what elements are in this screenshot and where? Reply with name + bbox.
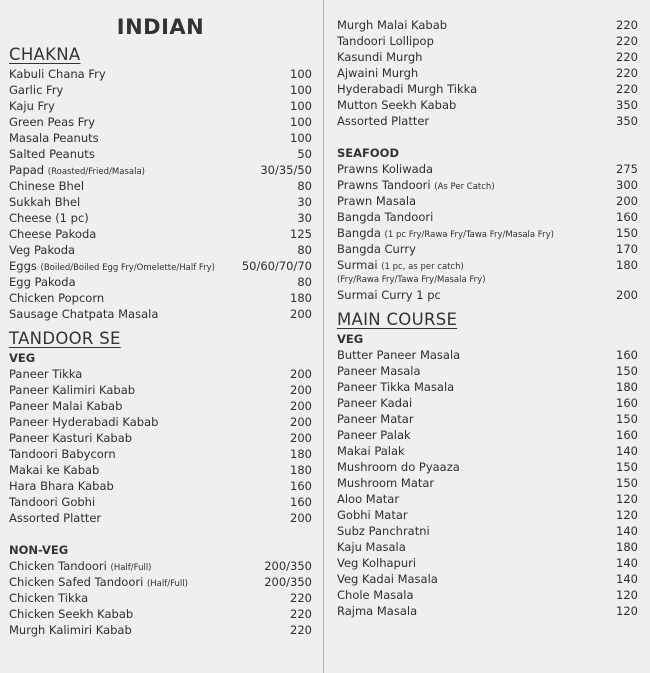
subheading: NON-VEG — [9, 543, 69, 557]
item-name-text: Prawn Masala — [337, 194, 417, 208]
item-name — [337, 209, 433, 225]
item-name — [9, 574, 188, 590]
item-name — [337, 555, 416, 571]
item-price: 220 — [616, 66, 638, 80]
item-name-text: Paneer Palak — [337, 428, 411, 442]
item-name — [337, 603, 417, 619]
section-heading: CHAKNA — [9, 45, 81, 64]
menu-item — [337, 523, 638, 539]
menu-item — [9, 242, 312, 258]
menu-item — [9, 178, 312, 194]
item-name — [9, 494, 95, 510]
menu-item — [9, 82, 312, 98]
item-name — [337, 571, 438, 587]
item-name-text: Bangda Tandoori — [337, 210, 434, 224]
item-price: 160 — [616, 396, 638, 410]
item-price: 220 — [290, 591, 312, 605]
item-name — [337, 523, 430, 539]
item-name — [337, 475, 434, 491]
item-name-text: Butter Paneer Masala — [337, 348, 461, 362]
item-name — [337, 225, 554, 241]
menu-item — [9, 226, 312, 242]
item-name — [9, 162, 145, 178]
item-name-text: Papad — [9, 163, 45, 177]
menu-item — [337, 161, 638, 177]
right-column — [337, 0, 638, 619]
item-price: 50/60/70/70 — [241, 259, 312, 273]
item-price: 80 — [297, 179, 312, 193]
item-name-text: Assorted Platter — [9, 511, 102, 525]
item-name — [337, 539, 406, 555]
menu-item — [9, 606, 312, 622]
item-price: 125 — [290, 227, 312, 241]
item-price: 160 — [290, 479, 312, 493]
item-name-text: Ajwaini Murgh — [337, 66, 419, 80]
item-price: 30 — [297, 211, 312, 225]
item-name — [337, 81, 477, 97]
item-name-text: Cheese (1 pc) — [9, 211, 89, 225]
item-price: 200 — [290, 511, 312, 525]
item-price: 200 — [290, 383, 312, 397]
item-price: 100 — [290, 99, 312, 113]
item-name — [9, 382, 135, 398]
item-note: (Half/Full) — [110, 563, 152, 573]
item-name-text: Chicken Tandoori — [9, 559, 107, 573]
item-price: 200 — [616, 194, 638, 208]
item-name-text: Veg Pakoda — [9, 243, 76, 257]
item-price: 180 — [290, 291, 312, 305]
menu-item — [9, 510, 312, 526]
item-name — [337, 49, 422, 65]
menu-item — [337, 379, 638, 395]
item-price: 160 — [290, 495, 312, 509]
item-name — [337, 193, 416, 209]
menu-item — [337, 555, 638, 571]
item-price: 150 — [616, 226, 638, 240]
item-name — [9, 290, 104, 306]
item-name — [337, 177, 495, 193]
item-name-text: Garlic Fry — [9, 83, 64, 97]
item-name — [9, 226, 96, 242]
item-name-text: Paneer Matar — [337, 412, 414, 426]
item-name-text: Chinese Bhel — [9, 179, 85, 193]
item-note: (1 pc Fry/Rawa Fry/Tawa Fry/Masala Fry) — [384, 230, 554, 240]
item-name-text: Murgh Malai Kabab — [337, 18, 448, 32]
item-name-text: Prawns Tandoori — [337, 178, 431, 192]
menu-item — [337, 571, 638, 587]
item-name — [9, 414, 158, 430]
item-price: 220 — [290, 623, 312, 637]
item-name-text: Tandoori Gobhi — [9, 495, 96, 509]
item-name — [9, 274, 76, 290]
menu-item — [337, 363, 638, 379]
item-name-text: Paneer Tikka — [9, 367, 83, 381]
item-name-text: Sausage Chatpata Masala — [9, 307, 159, 321]
item-price: 140 — [616, 556, 638, 570]
menu-item — [9, 382, 312, 398]
menu-item — [9, 290, 312, 306]
item-name-text: Bangda Curry — [337, 242, 416, 256]
menu-item — [9, 574, 312, 590]
menu-item — [9, 66, 312, 82]
item-name-text: Kasundi Murgh — [337, 50, 423, 64]
item-name-text: Chicken Tikka — [9, 591, 89, 605]
item-price: 200 — [616, 288, 638, 302]
item-name-text: Salted Peanuts — [9, 147, 95, 161]
item-price: 100 — [290, 131, 312, 145]
item-name — [9, 398, 122, 414]
item-price: 160 — [616, 210, 638, 224]
item-name — [337, 161, 433, 177]
item-price: 350 — [616, 98, 638, 112]
item-name — [9, 194, 80, 210]
menu-item — [337, 113, 638, 129]
item-price: 220 — [290, 607, 312, 621]
item-price: 220 — [616, 50, 638, 64]
item-price: 160 — [616, 428, 638, 442]
menu-item — [337, 65, 638, 81]
item-price: 100 — [290, 115, 312, 129]
menu-title: INDIAN — [116, 15, 205, 39]
column-divider — [323, 0, 324, 673]
item-price: 30/35/50 — [260, 163, 312, 177]
menu-item — [9, 446, 312, 462]
item-name-text: Kaju Masala — [337, 540, 406, 554]
menu-item — [9, 114, 312, 130]
item-name — [337, 395, 412, 411]
menu-item — [337, 443, 638, 459]
menu-item — [337, 603, 638, 619]
item-name-text: Bangda — [337, 226, 381, 240]
item-name — [337, 507, 408, 523]
item-price: 50 — [297, 147, 312, 161]
item-price: 140 — [616, 444, 638, 458]
item-name-text: Kabuli Chana Fry — [9, 67, 106, 81]
item-name — [9, 510, 101, 526]
item-price: 120 — [616, 492, 638, 506]
item-name-text: Egg Pakoda — [9, 275, 76, 289]
menu-item — [337, 33, 638, 49]
menu-item — [337, 97, 638, 113]
item-price: 180 — [616, 380, 638, 394]
item-name — [337, 113, 429, 129]
item-price: 220 — [616, 18, 638, 32]
item-name — [337, 257, 464, 273]
item-price: 200 — [290, 431, 312, 445]
item-name-text: Paneer Malai Kabab — [9, 399, 123, 413]
subheading: VEG — [9, 351, 36, 365]
item-name — [337, 17, 447, 33]
item-name-text: Green Peas Fry — [9, 115, 96, 129]
item-price: 30 — [297, 195, 312, 209]
item-name — [9, 242, 75, 258]
item-price: 140 — [616, 572, 638, 586]
item-price: 220 — [616, 34, 638, 48]
item-name — [337, 459, 460, 475]
item-name — [9, 558, 152, 574]
item-name-text: Chole Masala — [337, 588, 414, 602]
item-name-text: Hara Bhara Kabab — [9, 479, 114, 493]
item-name — [9, 306, 158, 322]
item-name — [337, 379, 454, 395]
menu-item — [9, 494, 312, 510]
item-price: 150 — [616, 364, 638, 378]
item-name — [337, 491, 399, 507]
menu-item — [9, 258, 312, 274]
menu-item — [9, 130, 312, 146]
item-note: (Half/Full) — [146, 579, 188, 589]
item-name-text: Mutton Seekh Kabab — [337, 98, 457, 112]
left-column — [9, 0, 312, 638]
item-price: 120 — [616, 604, 638, 618]
item-note: (As Per Catch) — [434, 182, 495, 192]
item-name — [9, 446, 116, 462]
item-name — [9, 590, 88, 606]
menu-item — [337, 459, 638, 475]
item-name — [337, 587, 414, 603]
item-name-text: Paneer Kasturi Kabab — [9, 431, 133, 445]
item-price: 140 — [616, 524, 638, 538]
menu-item — [337, 257, 638, 273]
item-price: 350 — [616, 114, 638, 128]
item-price: 200 — [290, 415, 312, 429]
item-price: 160 — [616, 348, 638, 362]
item-name — [9, 258, 215, 274]
menu-item — [9, 622, 312, 638]
item-name-text: Tandoori Lollipop — [337, 34, 434, 48]
item-note: (Boiled/Boiled Egg Fry/Omelette/Half Fry) — [40, 263, 215, 273]
subheading: SEAFOOD — [337, 146, 399, 160]
menu-item — [337, 193, 638, 209]
menu-item — [9, 274, 312, 290]
item-name — [337, 411, 414, 427]
subheading: VEG — [337, 332, 364, 346]
item-name-text: Murgh Kalimiri Kabab — [9, 623, 132, 637]
item-name-text: Cheese Pakoda — [9, 227, 97, 241]
item-price: 120 — [616, 588, 638, 602]
menu-item — [337, 241, 638, 257]
menu-item — [337, 287, 638, 303]
item-price: 220 — [616, 82, 638, 96]
item-name — [9, 82, 63, 98]
item-price: 80 — [297, 275, 312, 289]
item-name-text: Sukkah Bhel — [9, 195, 81, 209]
item-name — [337, 287, 441, 303]
item-name-text: Masala Peanuts — [9, 131, 99, 145]
item-name-text: Makai ke Kabab — [9, 463, 100, 477]
item-name — [9, 210, 89, 226]
item-name — [9, 462, 99, 478]
section-heading: TANDOOR SE — [9, 329, 121, 348]
menu-item — [337, 49, 638, 65]
item-name-text: Paneer Masala — [337, 364, 421, 378]
menu-item — [337, 177, 638, 193]
section-heading: MAIN COURSE — [337, 310, 458, 329]
item-name-text: Chicken Safed Tandoori — [9, 575, 144, 589]
menu-item — [337, 539, 638, 555]
item-price: 180 — [290, 463, 312, 477]
item-name-text: Paneer Kadai — [337, 396, 413, 410]
item-name-text: Eggs — [9, 259, 37, 273]
item-note: (1 pc, as per catch) — [381, 262, 464, 272]
item-name-text: Prawns Koliwada — [337, 162, 434, 176]
item-price: 100 — [290, 83, 312, 97]
item-name — [9, 98, 55, 114]
item-name-text: Chicken Seekh Kabab — [9, 607, 134, 621]
menu-item — [337, 395, 638, 411]
item-name — [337, 363, 421, 379]
item-name — [337, 241, 416, 257]
item-name — [9, 430, 132, 446]
menu-item — [337, 587, 638, 603]
menu-item — [337, 209, 638, 225]
menu-item — [9, 414, 312, 430]
item-name — [9, 606, 133, 622]
menu-item — [337, 475, 638, 491]
item-price: 200 — [290, 367, 312, 381]
menu-item — [9, 98, 312, 114]
item-price: 200 — [290, 307, 312, 321]
menu-item — [337, 507, 638, 523]
menu-item — [337, 225, 638, 241]
item-name-text: Paneer Kalimiri Kabab — [9, 383, 136, 397]
item-price: 180 — [616, 258, 638, 272]
item-name — [9, 130, 99, 146]
item-price: 150 — [616, 412, 638, 426]
item-name — [9, 114, 95, 130]
item-name-text: Subz Panchratni — [337, 524, 430, 538]
menu-item — [9, 162, 312, 178]
item-subnote: (Fry/Rawa Fry/Tawa Fry/Masala Fry) — [337, 275, 486, 285]
item-name-text: Chicken Popcorn — [9, 291, 105, 305]
item-price: 150 — [616, 460, 638, 474]
item-name-text: Rajma Masala — [337, 604, 418, 618]
menu-item — [9, 194, 312, 210]
item-price: 80 — [297, 243, 312, 257]
menu-item — [9, 306, 312, 322]
menu-item — [9, 398, 312, 414]
item-name-text: Paneer Hyderabadi Kabab — [9, 415, 159, 429]
menu-item — [337, 17, 638, 33]
item-price: 180 — [290, 447, 312, 461]
menu-item — [337, 427, 638, 443]
menu-item — [337, 491, 638, 507]
item-name-text: Gobhi Matar — [337, 508, 408, 522]
menu-item — [9, 210, 312, 226]
item-name — [337, 97, 456, 113]
item-name — [9, 622, 132, 638]
item-name — [9, 366, 82, 382]
menu-item — [9, 478, 312, 494]
menu-item — [9, 146, 312, 162]
menu-item — [9, 558, 312, 574]
item-name — [9, 178, 84, 194]
item-name-text: Hyderabadi Murgh Tikka — [337, 82, 478, 96]
item-price: 150 — [616, 476, 638, 490]
item-name — [9, 66, 106, 82]
item-name — [337, 347, 460, 363]
item-price: 200 — [290, 399, 312, 413]
item-name — [337, 33, 434, 49]
item-price: 200/350 — [264, 575, 312, 589]
item-name-text: Aloo Matar — [337, 492, 400, 506]
item-price: 120 — [616, 508, 638, 522]
item-name — [9, 146, 95, 162]
item-name-text: Surmai Curry 1 pc — [337, 288, 441, 302]
item-name — [9, 478, 114, 494]
item-name-text: Paneer Tikka Masala — [337, 380, 455, 394]
menu-item — [337, 81, 638, 97]
item-name — [337, 443, 405, 459]
item-name-text: Mushroom Matar — [337, 476, 435, 490]
item-price: 275 — [616, 162, 638, 176]
item-name-text: Kaju Fry — [9, 99, 55, 113]
item-name — [337, 427, 411, 443]
menu-item — [337, 411, 638, 427]
item-name — [337, 65, 418, 81]
item-price: 100 — [290, 67, 312, 81]
item-name-text: Veg Kadai Masala — [337, 572, 438, 586]
menu-item — [9, 590, 312, 606]
menu-item — [9, 462, 312, 478]
item-price: 300 — [616, 178, 638, 192]
item-price: 180 — [616, 540, 638, 554]
item-name-text: Makai Palak — [337, 444, 405, 458]
item-name-text: Mushroom do Pyaaza — [337, 460, 460, 474]
item-name-text: Assorted Platter — [337, 114, 430, 128]
menu-item — [9, 430, 312, 446]
item-price: 200/350 — [264, 559, 312, 573]
menu-item — [337, 347, 638, 363]
item-name-text: Tandoori Babycorn — [9, 447, 116, 461]
item-name-text: Surmai — [337, 258, 378, 272]
item-note: (Roasted/Fried/Masala) — [47, 167, 145, 177]
menu-item — [9, 366, 312, 382]
item-name-text: Veg Kolhapuri — [337, 556, 417, 570]
item-price: 170 — [616, 242, 638, 256]
